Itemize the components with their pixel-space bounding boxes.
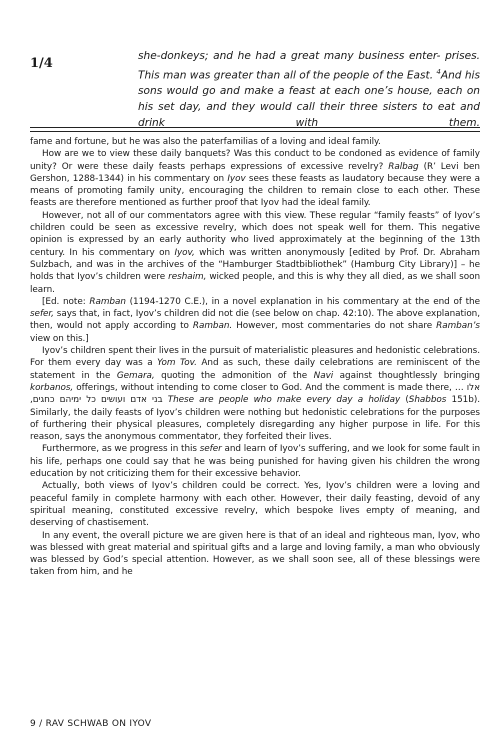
paragraph	[30, 136, 480, 148]
text: However, not all of our commentators agree with this view. These regular “family feasts” of Iyov’s children could be seen as excessive revelry, which does not speak well for them. This negative opinion is expressed by an early authority who lived approximately at the beginning of the 13th century. In his commentary on	[30, 210, 480, 258]
verse-text	[138, 49, 480, 132]
italic-term: sefer	[199, 444, 222, 455]
text: (1194-1270 C.E.), in a novel explanation in his commentary at the end of the	[125, 296, 480, 307]
italic-term: Ramban.	[192, 321, 233, 332]
italic-term: Iyov,	[174, 247, 195, 258]
text: which was written anonymously [edited by Prof. Dr. Abraham Sulzbach, and was in the archives of the “Hamburger Stadtbibliothek” (Hamburg City Library)] – he holds that Iyov’s children were	[30, 247, 480, 283]
text: In any event, the overall picture we are given here is that of an ideal and righteous man, Iyov, who was blessed with great material and spiritual gifts and a large and loving family, a man who obviously was blessed by God’s special attention. However, as we shall soon see, all of these blessings were taken from him, and he	[30, 530, 480, 578]
verse-line: the East.	[386, 69, 437, 82]
paragraph	[30, 530, 480, 579]
text: Iyov’s children spent their lives in the pursuit of materialistic pleasures and hedonistic celebrations. For them every day was a	[30, 346, 480, 369]
commentary-body	[30, 136, 480, 579]
paragraph	[30, 210, 480, 296]
italic-term: Ramban’s	[436, 321, 480, 332]
italic-term: Ralbag	[388, 161, 419, 172]
text: says that, in fact, Iyov’s children did not die (see below on chap. 42:10). The above explanation, then, would not apply according to	[30, 309, 480, 332]
paragraph	[30, 148, 480, 209]
text: fame and fortune, but he was also the paterfamilias of a loving and ideal family.	[30, 137, 381, 147]
text: and learn of Iyov’s suffering, and we look for some fault in his life, perhaps one could say that he was being punished for having given his children the wrong education by not criticizing them for their excessive behavior.	[30, 444, 481, 480]
italic-term: sefer,	[30, 309, 54, 320]
italic-term: korbanos,	[30, 382, 74, 393]
text: wicked people, and this is why they all died, as we shall soon learn.	[30, 272, 480, 295]
text: sees these feasts as laudatory because they were a means of promoting family unity, encouraging the children to remain close to each other. These feasts are therefore mentioned as further proof that Iyov had the ideal family.	[30, 173, 481, 209]
text: And as such, these daily celebrations are reminiscent of the statement in the	[30, 358, 480, 381]
verse-reference: 1/4	[30, 56, 53, 71]
text: [Ed. note:	[42, 296, 90, 307]
italic-term: Shabbos	[408, 395, 447, 406]
divider-rule	[30, 131, 480, 132]
text: 151b). Similarly, the daily feasts of Iyov’s children were nothing but hedonistic celebrations for the purposes of furthering their physical pleasures, completely disregarding any higher purpose in life. For this reason, says the anonymous commentator, they forfeited their lives.	[30, 395, 480, 443]
verse-line: each one’s house, each on his set day, and they	[138, 85, 481, 113]
text: However, most commentaries do not share	[232, 321, 437, 332]
italic-term: reshaim,	[168, 272, 207, 283]
verse-line: she-donkeys; and he had a great many business enter-	[138, 50, 441, 62]
italic-term: Gemara,	[116, 370, 155, 381]
text: view on this.]	[30, 333, 89, 344]
page-footer: 9 / RAV SCHWAB ON IYOV	[30, 719, 152, 729]
paragraph	[30, 480, 480, 529]
paragraph	[30, 443, 480, 480]
verse-line: And his sons would go and make a feast at	[138, 69, 481, 98]
italic-term: Navi	[313, 370, 334, 381]
text: quoting the admonition of the	[154, 370, 314, 381]
text: offerings, without intending to come closer to God. And the comment is made there, …	[73, 382, 467, 393]
italic-term: Ramban	[89, 296, 126, 307]
italic-term: Yom Tov.	[157, 358, 197, 369]
hebrew-quote: אלו בני אדם ועושים כל ימיהם כחגים,	[30, 382, 480, 406]
text: against thoughtlessly bringing	[333, 370, 480, 381]
divider-rule	[30, 127, 480, 128]
verse-line: prises. This man was greater than all of the people of	[138, 50, 481, 82]
text: (R’ Levi ben Gershon, 1288-1344) in his commentary on	[30, 161, 480, 184]
text: (	[400, 395, 409, 406]
text: Actually, both views of Iyov’s children could be correct. Yes, Iyov’s children were a loving and peaceful family in complete harmony with each other. However, their daily feasting, devoid of any spiritual meaning, constituted excessive revelry, which bespoke lives empty of meaning, and deserving of chastisement.	[30, 481, 480, 529]
text: How are we to view these daily banquets? Was this conduct to be condoned as evidence of family unity? Or were these daily feasts perhaps expressions of excessive revelry?	[30, 149, 480, 172]
italic-term: Iyov	[227, 173, 246, 184]
paragraph	[30, 345, 480, 443]
verse-line: would call their three sisters to eat and drink with them.	[138, 100, 481, 129]
verse-number: 4	[436, 67, 441, 76]
paragraph	[30, 296, 480, 345]
text: Furthermore, as we progress in this	[42, 444, 200, 455]
italic-quote: These are people who make every day a holiday	[167, 395, 401, 406]
